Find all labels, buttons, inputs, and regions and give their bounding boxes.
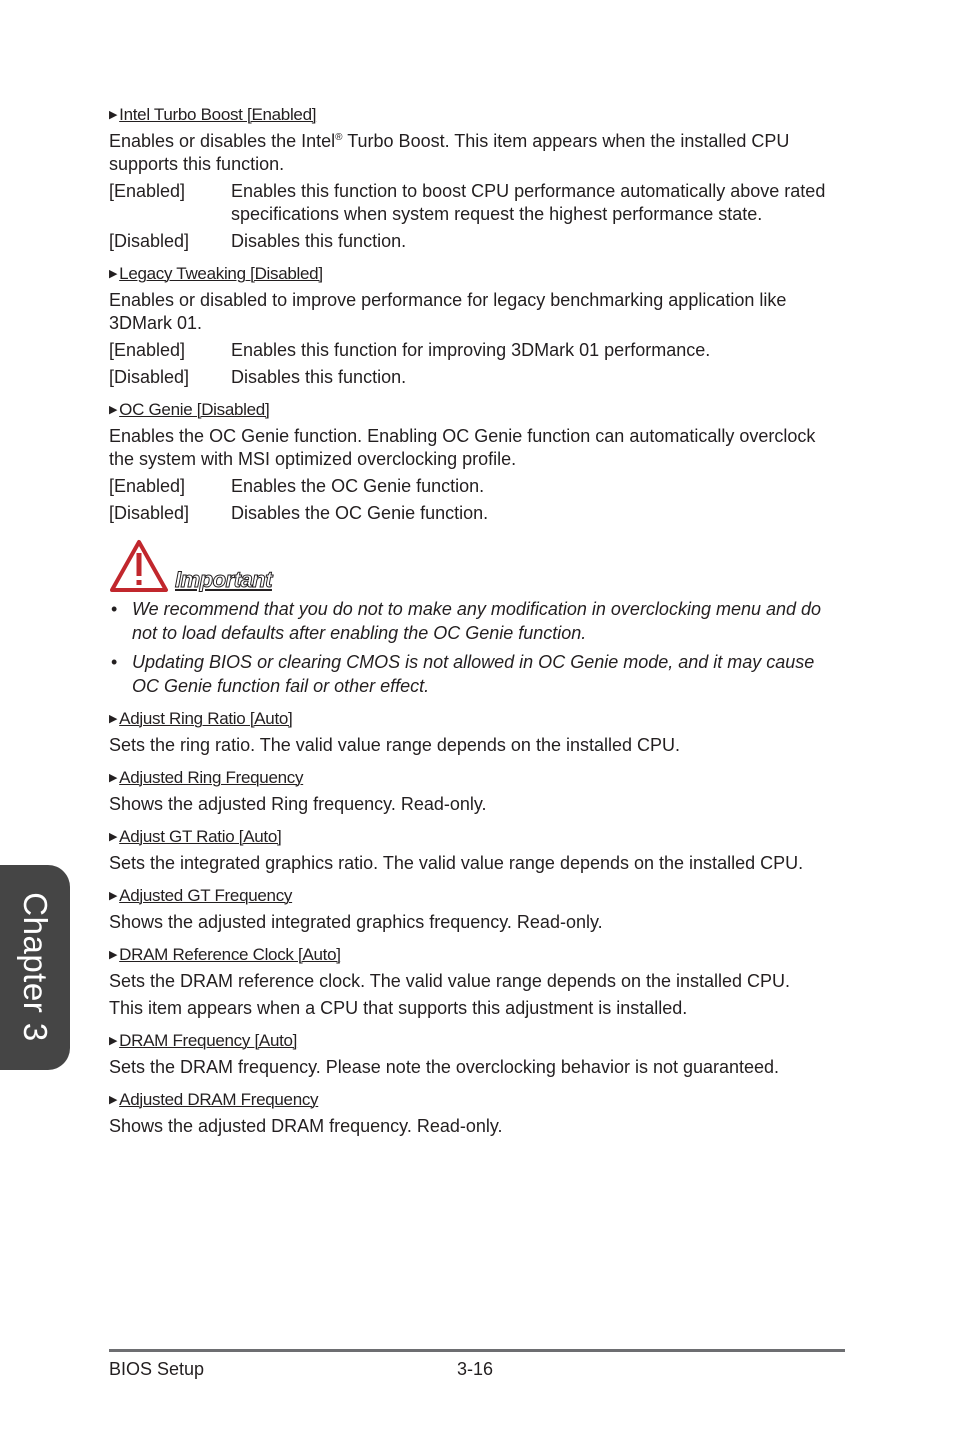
- setting-title: ▶ Adjust Ring Ratio [Auto]: [109, 709, 293, 728]
- triangle-bullet-icon: ▶: [109, 404, 118, 416]
- footer-section-title: BIOS Setup: [109, 1359, 205, 1379]
- setting-title: ▶ Legacy Tweaking [Disabled]: [109, 264, 323, 283]
- important-title: Important: [175, 567, 272, 592]
- triangle-bullet-icon: ▶: [109, 772, 118, 784]
- setting-adjust-gt-ratio: [109, 826, 845, 875]
- option-row: [Disabled] Disables this function.: [109, 231, 407, 251]
- setting-description: Sets the integrated graphics ratio. The valid value range depends on the installed CPU.: [109, 853, 804, 873]
- important-header: [109, 539, 845, 593]
- setting-title: ▶ Adjusted Ring Frequency: [109, 768, 304, 787]
- important-notice: [109, 539, 845, 698]
- setting-description: Shows the adjusted Ring frequency. Read-only.: [109, 794, 487, 814]
- setting-title: ▶ DRAM Frequency [Auto]: [109, 1031, 298, 1050]
- option-row: [Enabled] Enables the OC Genie function.: [109, 476, 485, 496]
- triangle-bullet-icon: ▶: [109, 1094, 118, 1106]
- triangle-bullet-icon: ▶: [109, 949, 118, 961]
- setting-oc-genie: [109, 399, 845, 525]
- option-row: [Disabled] Disables this function.: [109, 367, 407, 387]
- page-number: 3-16: [457, 1359, 494, 1379]
- chapter-tab: [0, 865, 70, 1070]
- setting-title: ▶ Adjust GT Ratio [Auto]: [109, 827, 282, 846]
- setting-description: Shows the adjusted integrated graphics frequency. Read-only.: [109, 912, 603, 932]
- setting-intel-turbo-boost: [109, 104, 845, 253]
- setting-description: Enables or disabled to improve performance for legacy benchmarking application like 3DMark 01.: [109, 290, 787, 333]
- important-bullet: • We recommend that you do not to make any modification in overclocking menu and do not to load defaults after enabling the OC Genie function.: [111, 599, 822, 643]
- triangle-bullet-icon: ▶: [109, 268, 118, 280]
- important-bullet: • Updating BIOS or clearing CMOS is not allowed in OC Genie mode, and it may cause OC Genie function fail or other effect.: [111, 652, 815, 696]
- setting-title: ▶ OC Genie [Disabled]: [109, 400, 270, 419]
- triangle-bullet-icon: ▶: [109, 890, 118, 902]
- setting-legacy-tweaking: [109, 263, 845, 389]
- setting-title: ▶ Adjusted DRAM Frequency: [109, 1090, 319, 1109]
- setting-adjusted-gt-frequency: [109, 885, 845, 934]
- setting-adjusted-dram-frequency: [109, 1089, 845, 1138]
- page-content: [109, 104, 845, 1148]
- setting-adjusted-ring-frequency: [109, 767, 845, 816]
- setting-description: Sets the DRAM reference clock. The valid value range depends on the installed CPU.: [109, 971, 791, 991]
- footer-divider: [109, 1349, 845, 1352]
- setting-description: Shows the adjusted DRAM frequency. Read-only.: [109, 1116, 503, 1136]
- setting-dram-frequency: [109, 1030, 845, 1079]
- setting-title: ▶ Adjusted GT Frequency: [109, 886, 293, 905]
- triangle-bullet-icon: ▶: [109, 1035, 118, 1047]
- setting-title: ▶ Intel Turbo Boost [Enabled]: [109, 105, 317, 124]
- setting-title: ▶ DRAM Reference Clock [Auto]: [109, 945, 341, 964]
- setting-description: Enables or disables the Intel® Turbo Boost. This item appears when the installed CPU supports this function.: [109, 131, 790, 174]
- setting-description: Sets the ring ratio. The valid value range depends on the installed CPU.: [109, 735, 681, 755]
- setting-description: Enables the OC Genie function. Enabling OC Genie function can automatically overclock the system with MSI optimized overclocking profile.: [109, 426, 816, 469]
- triangle-bullet-icon: ▶: [109, 109, 118, 121]
- option-row: [Enabled] Enables this function for improving 3DMark 01 performance.: [109, 340, 711, 360]
- triangle-bullet-icon: ▶: [109, 831, 118, 843]
- setting-adjust-ring-ratio: [109, 708, 845, 757]
- warning-triangle-icon: [109, 539, 169, 593]
- triangle-bullet-icon: ▶: [109, 713, 118, 725]
- chapter-label: Chapter 3: [17, 892, 54, 1042]
- option-row: [Enabled] Enables this function to boost CPU performance automatically above rated specifications when system request the highest performance state.: [109, 181, 826, 224]
- setting-description: Sets the DRAM frequency. Please note the overclocking behavior is not guaranteed.: [109, 1057, 780, 1077]
- option-row: [Disabled] Disables the OC Genie function.: [109, 503, 489, 523]
- setting-dram-reference-clock: [109, 944, 845, 1020]
- setting-description-extra: This item appears when a CPU that supports this adjustment is installed.: [109, 998, 688, 1018]
